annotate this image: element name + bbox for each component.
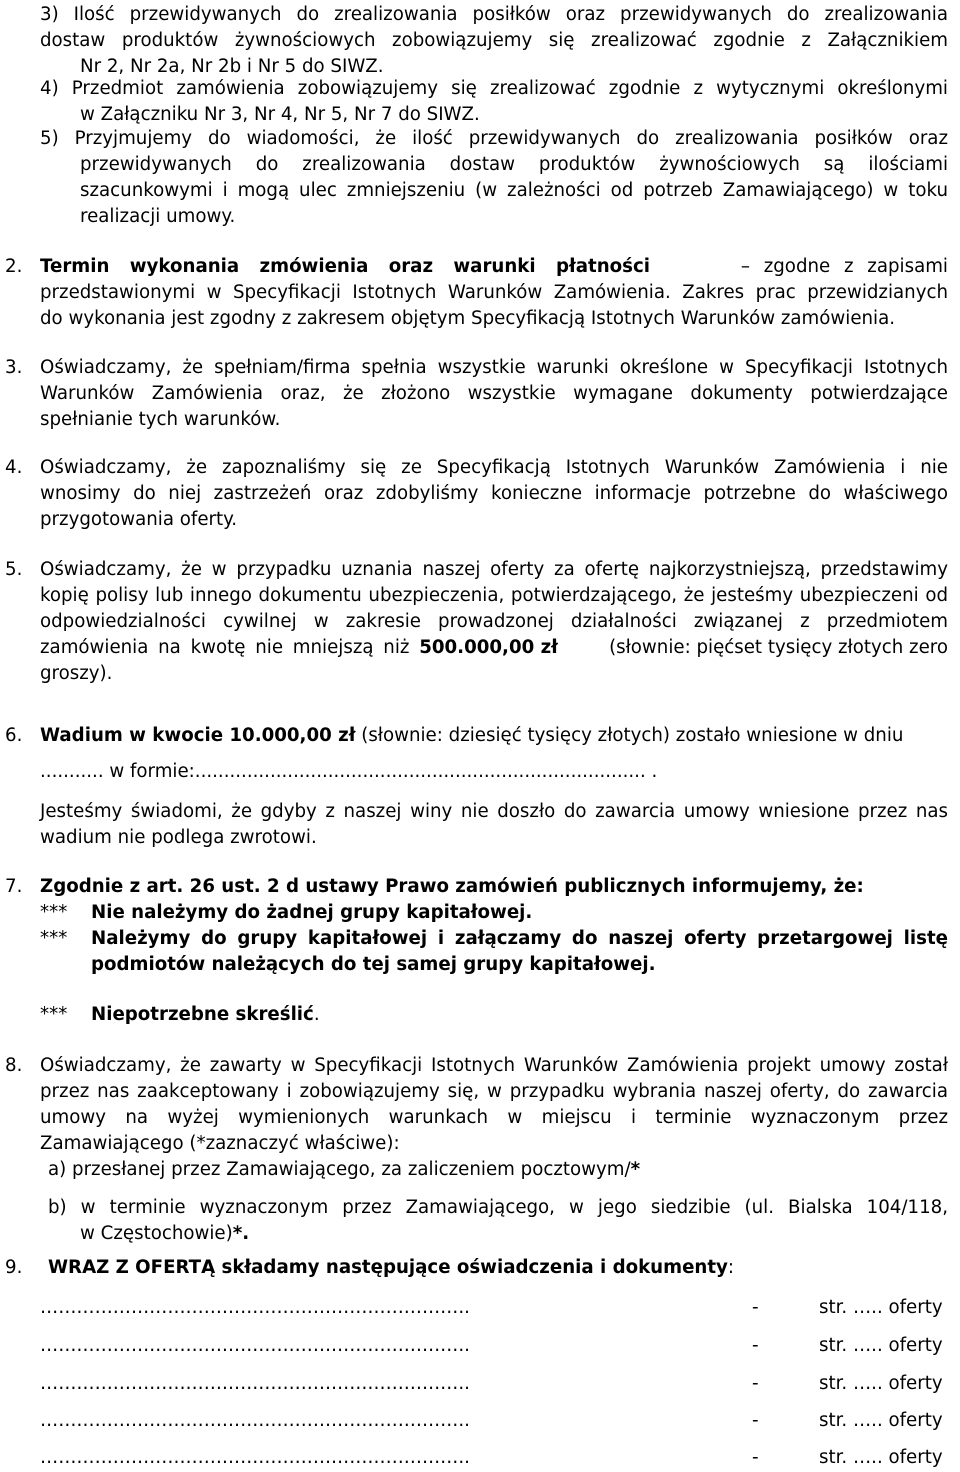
text-line: szacunkowymi i mogą ulec zmniejszeniu (w zależności od potrzeb Zamawiającego) w toku <box>80 180 948 201</box>
document-dots: …………………………………………………………….. <box>40 1297 470 1318</box>
paragraph-number: 9. <box>5 1257 23 1278</box>
heading-bold: WRAZ Z OFERTĄ składamy następujące oświadczenia i dokumenty <box>48 1257 728 1278</box>
text-line: Jesteśmy świadomi, że gdyby z naszej winy nie doszło do zawarcia umowy wniesione przez nas <box>40 801 948 822</box>
paragraph-3 <box>0 355 948 433</box>
subitem-3 <box>40 2 948 80</box>
paragraph-2 <box>0 254 948 332</box>
document-row <box>40 1444 948 1472</box>
paragraph-number: 5. <box>5 559 23 580</box>
text-line: – zgodne z zapisami <box>740 256 948 277</box>
text-fragment: zamówienia na kwotę nie mniejszą niż <box>40 637 420 658</box>
option-a <box>48 1157 948 1183</box>
wadium-amount: Wadium w kwocie 10.000,00 zł <box>40 725 356 746</box>
text-line: Oświadczamy, że spełniam/firma spełnia wszystkie warunki określone w Specyfikacji Istotnych <box>40 357 948 378</box>
asterisk-marker: *** <box>40 1004 68 1025</box>
option-b-star: *. <box>232 1223 250 1244</box>
document-row <box>40 1407 948 1435</box>
text-line: do wykonania jest zgodny z zakresem objętym Specyfikacją Istotnych Warunków zamówienia. <box>40 308 896 329</box>
document-dash: - <box>752 1297 759 1318</box>
text-line: wadium nie podlega zwrotowi. <box>40 827 317 848</box>
text-fragment: (słownie: pięćset tysięcy złotych zero <box>609 637 948 658</box>
option-b-text: b) w terminie wyznaczonym przez Zamawiającego, w jego siedzibie (ul. Bialska 104/118, <box>48 1197 948 1218</box>
paragraph-heading <box>48 1255 734 1281</box>
insurance-amount: 500.000,00 zł <box>419 637 558 658</box>
text-line: wnosimy do niej zastrzeżeń oraz zdobyliśmy konieczne informacje potrzebne do właściwego <box>40 483 948 504</box>
subitem-5 <box>40 126 948 230</box>
text-line <box>40 723 948 749</box>
document-page: str. ….. oferty <box>819 1447 943 1468</box>
note-dot: . <box>313 1004 320 1025</box>
subitem-4 <box>40 76 948 128</box>
text-line: przygotowania oferty. <box>40 509 238 530</box>
text-line: Oświadczamy, że w przypadku uznania naszej oferty za ofertę najkorzystniejszą, przedstawimy <box>40 559 948 580</box>
document-row <box>40 1370 948 1398</box>
document-dots: …………………………………………………………….. <box>40 1447 470 1468</box>
option-a-star: * <box>630 1159 641 1180</box>
text-line: Nr 2, Nr 2a, Nr 2b i Nr 5 do SIWZ. <box>80 56 384 77</box>
paragraph-number: 3. <box>5 357 23 378</box>
text-line: dostaw produktów żywnościowych zobowiązujemy się zrealizować zgodnie z Załącznikiem <box>40 30 948 51</box>
text-line: kopię polisy lub innego dokumentu ubezpieczenia, potwierdzającego, że jesteśmy ubezpieczeni od <box>40 585 948 606</box>
text-line: realizacji umowy. <box>80 206 236 227</box>
text-line: przez nas zaakceptowany i zobowiązujemy się, w przypadku wybrania naszej oferty, do zawarcia <box>40 1081 948 1102</box>
option-text: Należymy do grupy kapitałowej i załączamy do naszej oferty przetargowej listę <box>91 928 948 949</box>
paragraph-heading: Zgodnie z art. 26 ust. 2 d ustawy Prawo zamówień publicznych informujemy, że: <box>40 876 864 897</box>
document-row <box>40 1332 948 1360</box>
document-dash: - <box>752 1447 759 1468</box>
text-line: odpowiedzialności cywilnej w zakresie prowadzonej działalności związanej z przedmiotem <box>40 611 948 632</box>
paragraph-number: 4. <box>5 457 23 478</box>
document-page: str. ….. oferty <box>819 1297 943 1318</box>
paragraph-7 <box>0 874 948 1034</box>
text-line: spełnianie tych warunków. <box>40 409 281 430</box>
document-page: str. ….. oferty <box>819 1373 943 1394</box>
document-dash: - <box>752 1373 759 1394</box>
note-bold: Niepotrzebne skreślić <box>91 1004 314 1025</box>
document-dash: - <box>752 1335 759 1356</box>
paragraph-heading: Termin wykonania zmówienia oraz warunki płatności <box>40 256 650 277</box>
document-page: str. ….. oferty <box>819 1410 943 1431</box>
text-line: Zamawiającego (*zaznaczyć właściwe): <box>40 1133 400 1154</box>
document-dots: …………………………………………………………….. <box>40 1373 470 1394</box>
text-line: Warunków Zamówienia oraz, że złożono wszystkie wymagane dokumenty potwierdzające <box>40 383 948 404</box>
paragraph-5 <box>0 557 948 687</box>
option-b-text: w Częstochowie) <box>80 1223 233 1244</box>
document-dots: …………………………………………………………….. <box>40 1335 470 1356</box>
document-dots: …………………………………………………………….. <box>40 1410 470 1431</box>
text-fragment: (słownie: dziesięć tysięcy złotych) zostało wniesione w dniu <box>355 725 904 746</box>
text-line: groszy). <box>40 663 113 684</box>
text-line: przedstawionymi w Specyfikacji Istotnych Warunków Zamówienia. Zakres prac przewidzianych <box>40 282 948 303</box>
note-text <box>91 1002 320 1028</box>
option-a-text: a) przesłanej przez Zamawiającego, za zaliczeniem pocztowym/ <box>48 1159 631 1180</box>
paragraph-number: 6. <box>5 725 23 746</box>
text-line: 4) Przedmiot zamówienia zobowiązujemy się zrealizować zgodnie z wytycznymi określonymi <box>40 78 948 99</box>
text-line: Oświadczamy, że zapoznaliśmy się ze Specyfikacją Istotnych Warunków Zamówienia i nie <box>40 457 948 478</box>
paragraph-4 <box>0 455 948 533</box>
text-line <box>40 635 948 661</box>
wadium-form-line: ........... w formie:.............................................................................. . <box>40 761 658 782</box>
text-line: umowy na wyżej wymienionych warunkach w miejscu i terminie wyznaczonym przez <box>40 1107 948 1128</box>
document-page: str. ….. oferty <box>819 1335 943 1356</box>
option-b <box>80 1221 948 1247</box>
option-text: podmiotów należących do tej samej grupy kapitałowej. <box>91 954 656 975</box>
text-line: przewidywanych do zrealizowania dostaw produktów żywnościowych są ilościami <box>80 154 948 175</box>
paragraph-number: 7. <box>5 876 23 897</box>
option-text: Nie należymy do żadnej grupy kapitałowej. <box>91 902 533 923</box>
text-line: 5) Przyjmujemy do wiadomości, że ilość przewidywanych do zrealizowania posiłków oraz <box>40 128 948 149</box>
paragraph-number: 2. <box>5 256 23 277</box>
paragraph-6 <box>0 723 948 851</box>
document-row <box>40 1294 948 1322</box>
document-dash: - <box>752 1410 759 1431</box>
asterisk-marker: *** <box>40 902 68 923</box>
asterisk-marker: *** <box>40 928 68 949</box>
text-line: 3) Ilość przewidywanych do zrealizowania posiłków oraz przewidywanych do zrealizowania <box>40 4 948 25</box>
text-line: Oświadczamy, że zawarty w Specyfikacji Istotnych Warunków Zamówienia projekt umowy został <box>40 1055 948 1076</box>
text-line: w Załączniku Nr 3, Nr 4, Nr 5, Nr 7 do SIWZ. <box>80 104 480 125</box>
heading-colon: : <box>727 1257 735 1278</box>
paragraph-8 <box>0 1053 948 1247</box>
paragraph-number: 8. <box>5 1055 23 1076</box>
